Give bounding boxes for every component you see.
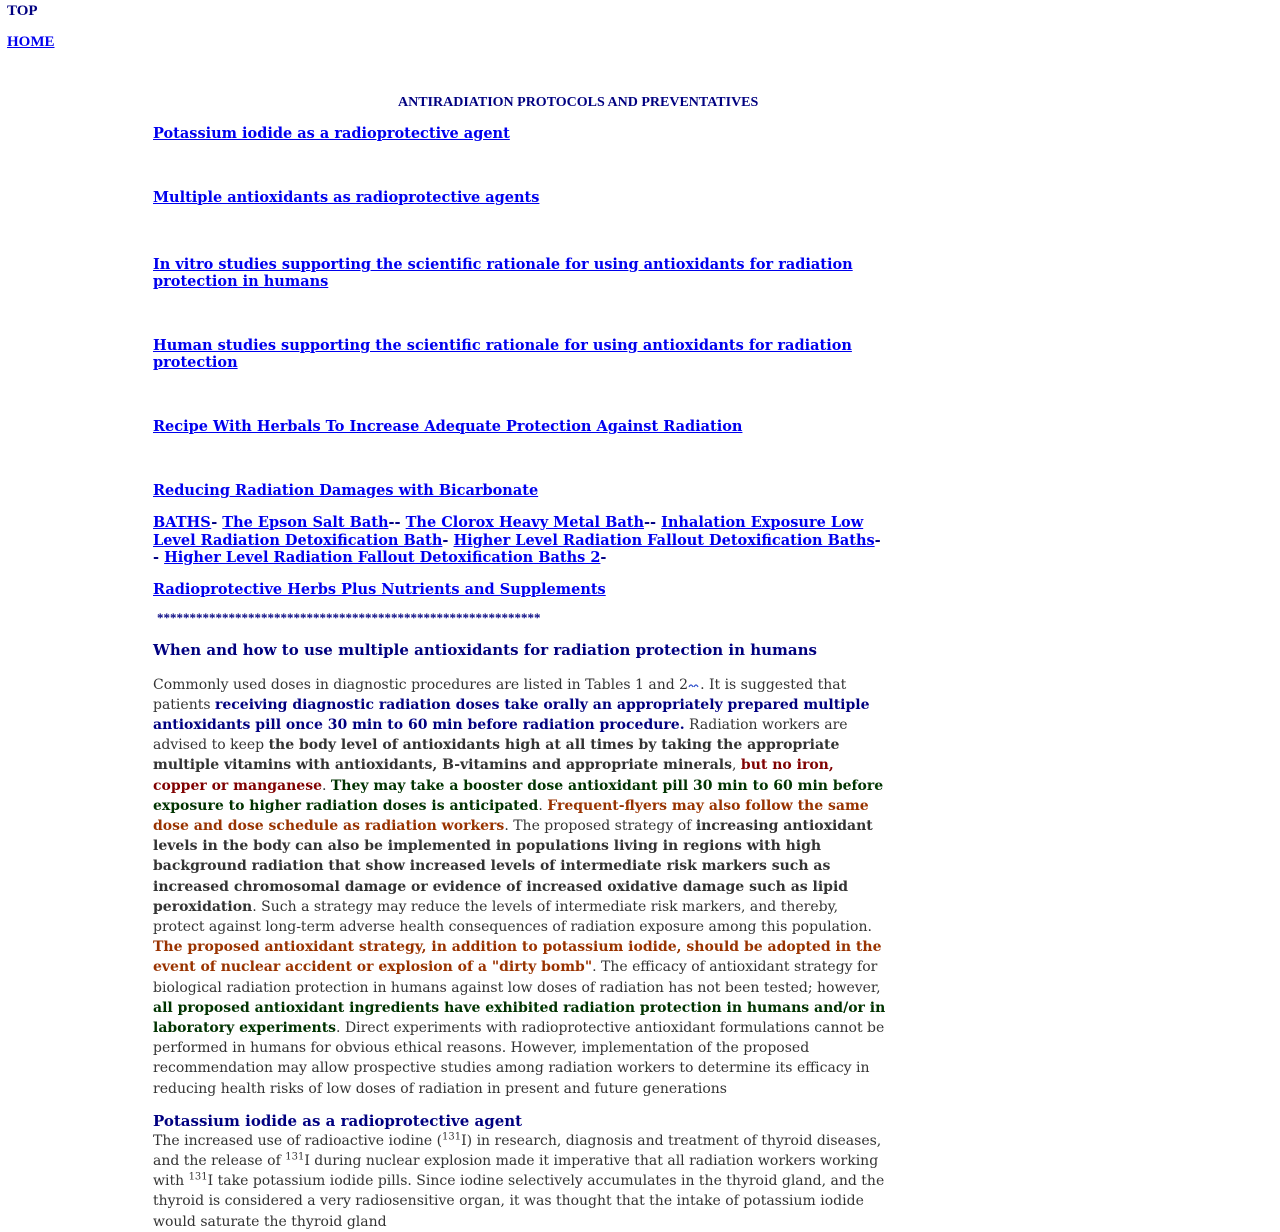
text-emphasis: receiving diagnostic radiation doses take orally an appropriately prepared multiple antioxidants pill once 30 min to 60 min before radiation procedure. <box>153 696 870 733</box>
superscript: 131 <box>442 1131 462 1143</box>
superscript: 131 <box>188 1171 208 1183</box>
higher-level-baths-link[interactable]: Higher Level Radiation Fallout Detoxification Baths <box>453 531 875 549</box>
text-emphasis: all proposed antioxidant ingredients have exhibited radiation protection in humans and/or in laboratory experiments <box>153 999 886 1036</box>
inhalation-bath-link[interactable]: Inhalation Exposure Low Level Radiation Detoxification Bath <box>153 514 864 549</box>
text: Commonly used doses in diagnostic procedures are listed in Tables 1 and 2 <box>153 676 689 693</box>
separator: -- <box>388 514 406 531</box>
table-of-contents <box>153 125 886 514</box>
antioxidant-usage-paragraph <box>153 675 886 1099</box>
radioprotective-herbs-link[interactable]: Radioprotective Herbs Plus Nutrients and Supplements <box>153 580 606 598</box>
separator: - <box>211 514 223 531</box>
text: Radiation workers are advised to keep <box>153 716 848 754</box>
text: . The efficacy of antioxidant strategy for biological radiation protection in humans against low doses of radiation has not been tested; however, <box>153 959 881 996</box>
home-link[interactable]: HOME <box>7 34 55 50</box>
text: I take potassium iodide pills. Since iodine selectively accumulates in the thyroid gland, and the thyroid is considered a very radiosensitive organ, it was thought that the intake of potassium iodide would saturate the thyroid gland <box>153 1173 885 1230</box>
separator: -- <box>153 531 881 566</box>
text: . The proposed strategy of <box>504 817 696 834</box>
separator: - <box>442 531 454 549</box>
text: I) in research, diagnosis and treatment of thyroid diseases, and the release of <box>153 1132 882 1169</box>
toc-link-in-vitro-studies[interactable]: In vitro studies supporting the scientific rationale for using antioxidants for radiation protection in humans <box>153 256 853 290</box>
text: . Such a strategy may reduce the levels of intermediate risk markers, and thereby, protect against long-term adverse health consequences of radiation exposure among this population. <box>153 898 872 935</box>
text-emphasis: Frequent-flyers may also follow the same dose and dose schedule as radiation workers <box>153 797 869 834</box>
toc-link-herbal-recipe[interactable]: Recipe With Herbals To Increase Adequate Protection Against Radiation <box>153 418 743 435</box>
epson-salt-bath-link[interactable]: The Epson Salt Bath <box>222 514 389 531</box>
potassium-iodide-paragraph <box>153 1131 886 1232</box>
text-emphasis: increasing antioxidant levels in the body can also be implemented in populations living in regions with high background radiation that show increased levels of intermediate risk markers such as increased chromosomal damage or evidence of increased oxidative damage such as lipid peroxidation <box>153 817 873 915</box>
baths-link[interactable]: BATHS <box>153 514 212 531</box>
text: . <box>321 777 331 794</box>
text: . Direct experiments with radioprotective antioxidant formulations cannot be performed in humans for obvious ethical reasons. However, implementation of the proposed recommendation may allow prospective studies among radiation workers to determine its efficacy in reducing health risks of low doses of radiation in present and future generations <box>153 1019 885 1097</box>
potassium-iodide-heading: Potassium iodide as a radioprotective agent <box>153 1111 523 1130</box>
toc-link-potassium-iodide[interactable]: Potassium iodide as a radioprotective agent <box>153 125 510 142</box>
text-emphasis: but no iron, copper or manganese <box>153 757 834 794</box>
text: I during nuclear explosion made it imperative that all radiation workers working with <box>153 1152 879 1190</box>
separator: - <box>600 549 607 566</box>
toc-link-human-studies[interactable]: Human studies supporting the scientific rationale for using antioxidants for radiation protection <box>153 337 852 371</box>
section-heading: When and how to use multiple antioxidants for radiation protection in humans <box>153 640 817 659</box>
higher-level-baths-2-link[interactable]: Higher Level Radiation Fallout Detoxification Baths 2 <box>164 549 601 566</box>
toc-link-bicarbonate[interactable]: Reducing Radiation Damages with Bicarbonate <box>153 482 539 499</box>
reference-link-icon[interactable] <box>688 681 700 689</box>
baths-links <box>153 514 886 567</box>
clorox-bath-link[interactable]: The Clorox Heavy Metal Bath <box>405 514 644 531</box>
text: , <box>732 757 741 774</box>
toc-link-multiple-antioxidants[interactable]: Multiple antioxidants as radioprotective agents <box>153 189 540 206</box>
separator: -- <box>644 514 662 531</box>
text-emphasis: the body level of antioxidants high at all times by taking the appropriate multiple vitamins with antioxidants, B-vitamins and appropriate minerals <box>153 737 840 774</box>
star-divider: *********************************************************** <box>157 609 541 625</box>
text: . <box>538 797 548 814</box>
text-emphasis: They may take a booster dose antioxidant pill 30 min to 60 min before exposure to higher radiation doses is anticipated <box>153 777 884 814</box>
page-title: ANTIRADIATION PROTOCOLS AND PREVENTATIVES <box>398 95 759 110</box>
superscript: 131 <box>285 1151 305 1163</box>
main-content <box>153 95 886 1232</box>
top-label: TOP <box>7 3 38 19</box>
herbs-link-wrap <box>153 581 886 598</box>
text: . It is suggested that patients <box>153 676 847 713</box>
text: The increased use of radioactive iodine ( <box>153 1132 443 1149</box>
text-emphasis: The proposed antioxidant strategy, in addition to potassium iodide, should be adopted in the event of nuclear accident or explosion of a "dirty bomb" <box>153 939 882 976</box>
